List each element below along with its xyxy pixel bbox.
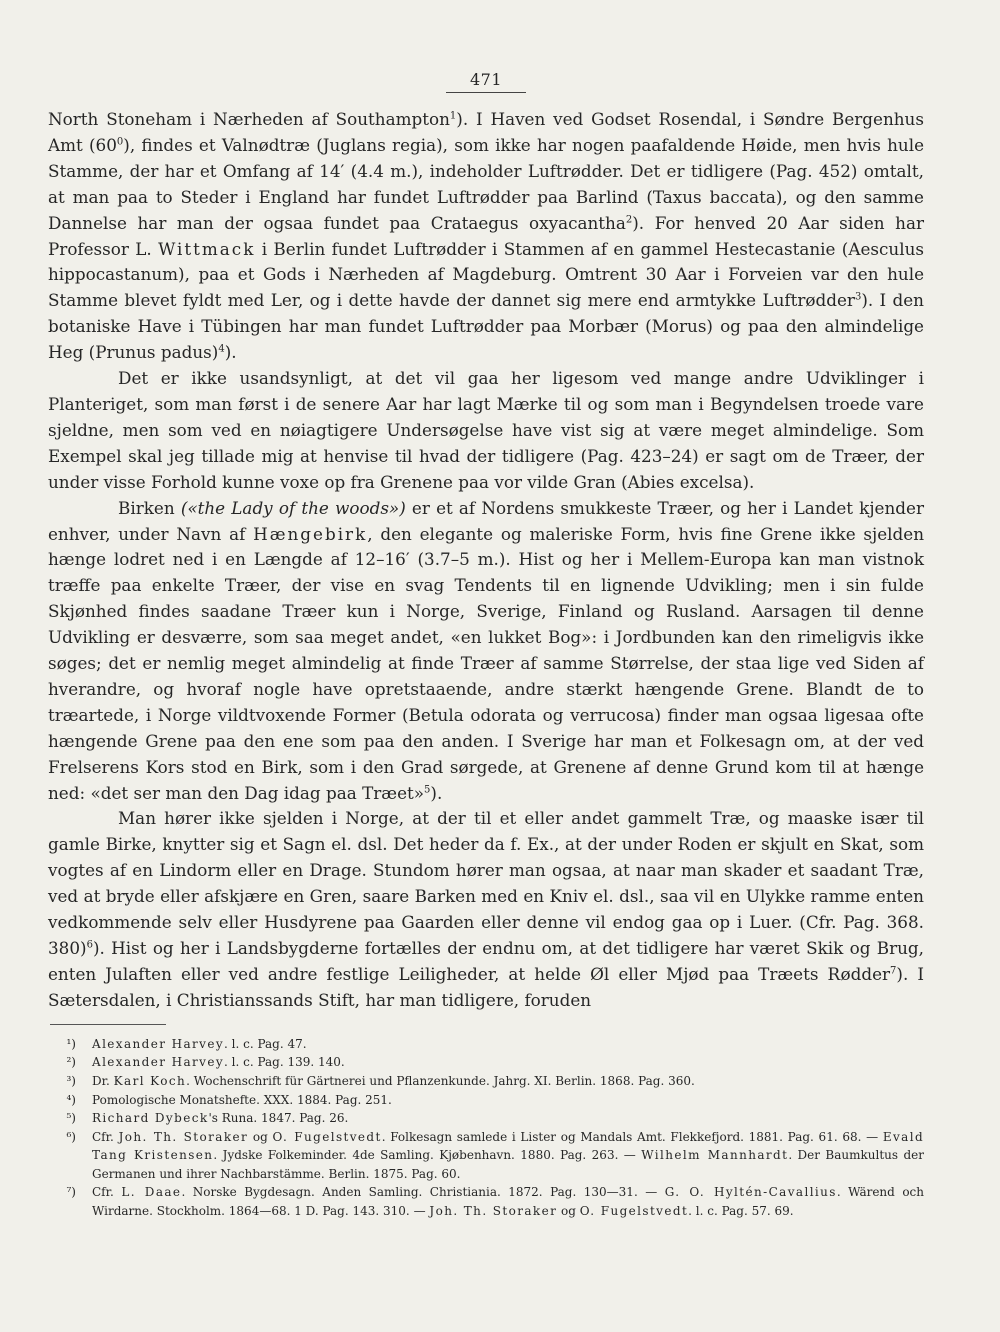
footnote-mark: ⁴) [66,1092,76,1107]
text-run: ). For henved 20 Aar siden har Professor L. [48,212,925,259]
footnote-text [92,1072,924,1091]
footnote-mark: ³) [66,1073,76,1088]
footnote [48,1183,924,1220]
footnote-text [92,1183,924,1220]
footnote [48,1128,924,1184]
text-run: og [248,1129,273,1144]
footnote-reference: 6 [86,939,93,951]
text-run: Pomologische Monatshefte. XXX. 1884. Pag. 251. [92,1092,392,1107]
text-run: Man hører ikke sjelden i Norge, at der til et eller andet gammelt Træ, og maaske især til gamle Birke, knytter sig et Sagn el. dsl. Det heder da f. Ex., at der under Roden er skjult en Skat, som vogtes af en Lindorm eller en Drage. Stundom hører man ogsaa, at naar man skader et saadant Træ, ved at bryde eller afskjære en Gren, saare Barken med en Kniv el. dsl., saa vil en Ulykke ramme enten vedkommende selv eller Husdyrene paa Gaarden eller denne vil endog gaa op i Luer. (Cfr. Pag. 368. 380) [48,808,924,958]
text-run: . Norske Bygdesagn. Anden Samling. Christiania. 1872. Pag. 130—31. — [181,1185,665,1200]
text-run: Dr. [92,1073,114,1088]
footnote [48,1109,924,1128]
paragraph [48,366,924,496]
paragraph [48,107,924,366]
italic-text: («the Lady of the woods») [180,497,406,518]
text-run: ). I Haven ved Godset Rosendal, i Søndre Bergenhus Amt (60 [48,109,924,155]
footnote-text [92,1053,924,1072]
spaced-name: L. Daae [121,1185,182,1200]
spaced-name: Joh. Th. Storaker [429,1204,558,1219]
footnote-mark: ¹) [66,1036,76,1051]
spaced-name: O. Fugelstvedt [272,1129,382,1144]
text-run: . l. c. Pag. 139. 140. [224,1055,345,1070]
spaced-name: G. O. Hyltén-Cavallius [664,1185,837,1200]
footnotes [48,1035,924,1221]
footnote-mark: ⁷) [66,1185,76,1200]
footnote-reference: 5 [424,783,431,795]
text-run: . Wochenschrift für Gärtnerei und Pflanzenkunde. Jahrg. XI. Berlin. 1868. Pag. 360. [186,1073,695,1088]
text-run: 's Runa. 1847. Pag. 26. [208,1111,349,1126]
footnote [48,1072,924,1091]
text-run: . Der Baumkultus der Germanen und ihrer Nachbarstämme. Berlin. 1875. Pag. 60. [92,1148,925,1181]
footnote [48,1053,924,1072]
text-run: . l. c. Pag. 57. 69. [688,1204,794,1219]
text-run: . Wärend och Wirdarne. Stockholm. 1864—68. 1 D. Pag. 143. 310. — [92,1185,924,1219]
spaced-name: Joh. Th. Storaker [118,1129,249,1144]
paragraph [48,806,924,1013]
footnote-mark: ⁵) [66,1111,76,1126]
footnote-reference: 4 [218,343,225,355]
text-run: er et af Nordens smukkeste Træer, og her i Landet kjender enhver, under Navn af [48,497,924,544]
paragraph [48,496,924,807]
document-page [48,70,924,1221]
text-run: ), findes et Valnødtræ (Juglans regia), som ikke har nogen paafaldende Høide, men hvis hule Stamme, der har et Omfang af 14′ (4.4 m.), indeholder Luftrødder. Det er tidligere (Pag. 452) omtalt, at man paa to Steder i England har fundet Luftrødder paa Barlind (Taxus baccata), og den samme Dannelse har man der ogsaa fundet paa Crataegus oxyacantha [48,134,925,233]
footnote [48,1035,924,1054]
page-number: 471 [446,70,526,93]
text-run: North Stoneham i Nærheden af Southampton [48,109,450,129]
text-run: ). Hist og her i Landsbygderne fortælles der endnu om, at det tidligere har været Skik og Brug, enten Julaften eller ved andre festlige Leiligheder, at helde Øl eller Mjød paa Træets Rødder [48,938,924,984]
spaced-name: Alexander Harvey [92,1055,225,1070]
text-run: i Berlin fundet Luftrødder i Stammen af en gammel Hestecastanie (Aesculus hippocastanum), paa et Gods i Nærheden af Magdeburg. Omtrent 30 Aar i Forveien var den hule Stamme blevet fyldt med Ler, og i dette havde der dannet sig mere end armtykke Luftrødder [48,238,924,311]
text-run: Cfr. [92,1185,122,1200]
footnote-reference: 7 [890,965,897,977]
footnote-text [92,1128,924,1184]
footnote-reference: 1 [449,110,457,122]
text-run: Birken [118,497,181,518]
text-run: ). I Sætersdalen, i Christianssands Stift, har man tidligere, foruden [48,963,924,1010]
body-text [48,107,924,1014]
footnote-text [92,1035,924,1054]
spaced-name: Karl Koch [113,1073,187,1088]
spaced-name: Richard Dybeck [92,1111,209,1126]
footnote-reference: 3 [854,291,862,303]
text-run: . Jydske Folkeminder. 4de Samling. Kjøbenhavn. 1880. Pag. 263. — [213,1148,642,1163]
footnote-reference: 0 [116,136,124,148]
text-run: . Folkesagn samlede i Lister og Mandals Amt. Flekkefjord. 1881. Pag. 61. 68. — [381,1129,883,1144]
text-run: ). [430,782,443,803]
footnote-reference: 2 [625,214,633,226]
footnote [48,1091,924,1110]
spaced-name: Alexander Harvey [92,1036,225,1051]
footnote-mark: ⁶) [66,1129,76,1144]
footnote-text [92,1091,924,1110]
text-run: og [557,1204,580,1219]
footnote-divider [50,1024,166,1025]
text-run: . l. c. Pag. 47. [224,1036,307,1051]
text-run: ). I den botaniske Have i Tübingen har man fundet Luftrødder paa Morbær (Morus) og paa den almindelige Heg (Prunus padus) [48,290,924,363]
spaced-name: O. Fugelstvedt [579,1204,689,1219]
spaced-name: Wilhelm Mannhardt [641,1148,789,1163]
text-run: ). [224,342,237,363]
spaced-name: Evald Tang Kristensen [92,1129,925,1163]
text-run: , den elegante og maleriske Form, hvis fine Grene ikke sjelden hænge lodret ned i en Længde af 12–16′ (3.7–5 m.). Hist og her i Mellem-Europa kan man vistnok træffe paa enkelte Træer, der vise en svag Tendents til en lignende Udvikling; men i sin fulde Skjønhed findes saadane Træer kun i Norge, Sverige, Finland og Rusland. Aarsagen til denne Udvikling er desværre, som saa meget andet, «en lukket Bog»: i Jordbunden kan den rimeligvis ikke søges; det er nemlig meget almindelig at finde Træer af samme Størrelse, der staa lige ved Siden af hverandre, og hvoraf nogle have opretstaaende, andre stærkt hængende Grene. Blandt de to træartede, i Norge vildtvoxende Former (Betula odorata og verrucosa) finder man ogsaa ligesaa ofte hængende Grene paa den ene som paa den anden. I Sverige har man et Folkesagn om, at der ved Frelserens Kors stod en Birk, som i den Grad sørgede, at Grenene af denne Grund kom til at hænge ned: «det ser man den Dag idag paa Træet» [48,523,925,803]
spaced-name: Hængebirk [253,523,368,544]
footnote-text [92,1109,924,1128]
text-run: Cfr. [92,1129,119,1144]
footnote-mark: ²) [66,1055,76,1070]
spaced-name: Wittmack [158,238,256,259]
text-run: Det er ikke usandsynligt, at det vil gaa her ligesom ved mange andre Udviklinger i Planteriget, som man først i de senere Aar har lagt Mærke til og som man i Begyndelsen troede vare sjeldne, men som ved en nøiagtigere Undersøgelse have vist sig at være meget almindelige. Som Exempel skal jeg tillade mig at henvise til hvad der tidligere (Pag. 423–24) er sagt om de Træer, der under visse Forhold kunne voxe op fra Grenene paa vor vilde Gran (Abies excelsa). [48,368,924,492]
